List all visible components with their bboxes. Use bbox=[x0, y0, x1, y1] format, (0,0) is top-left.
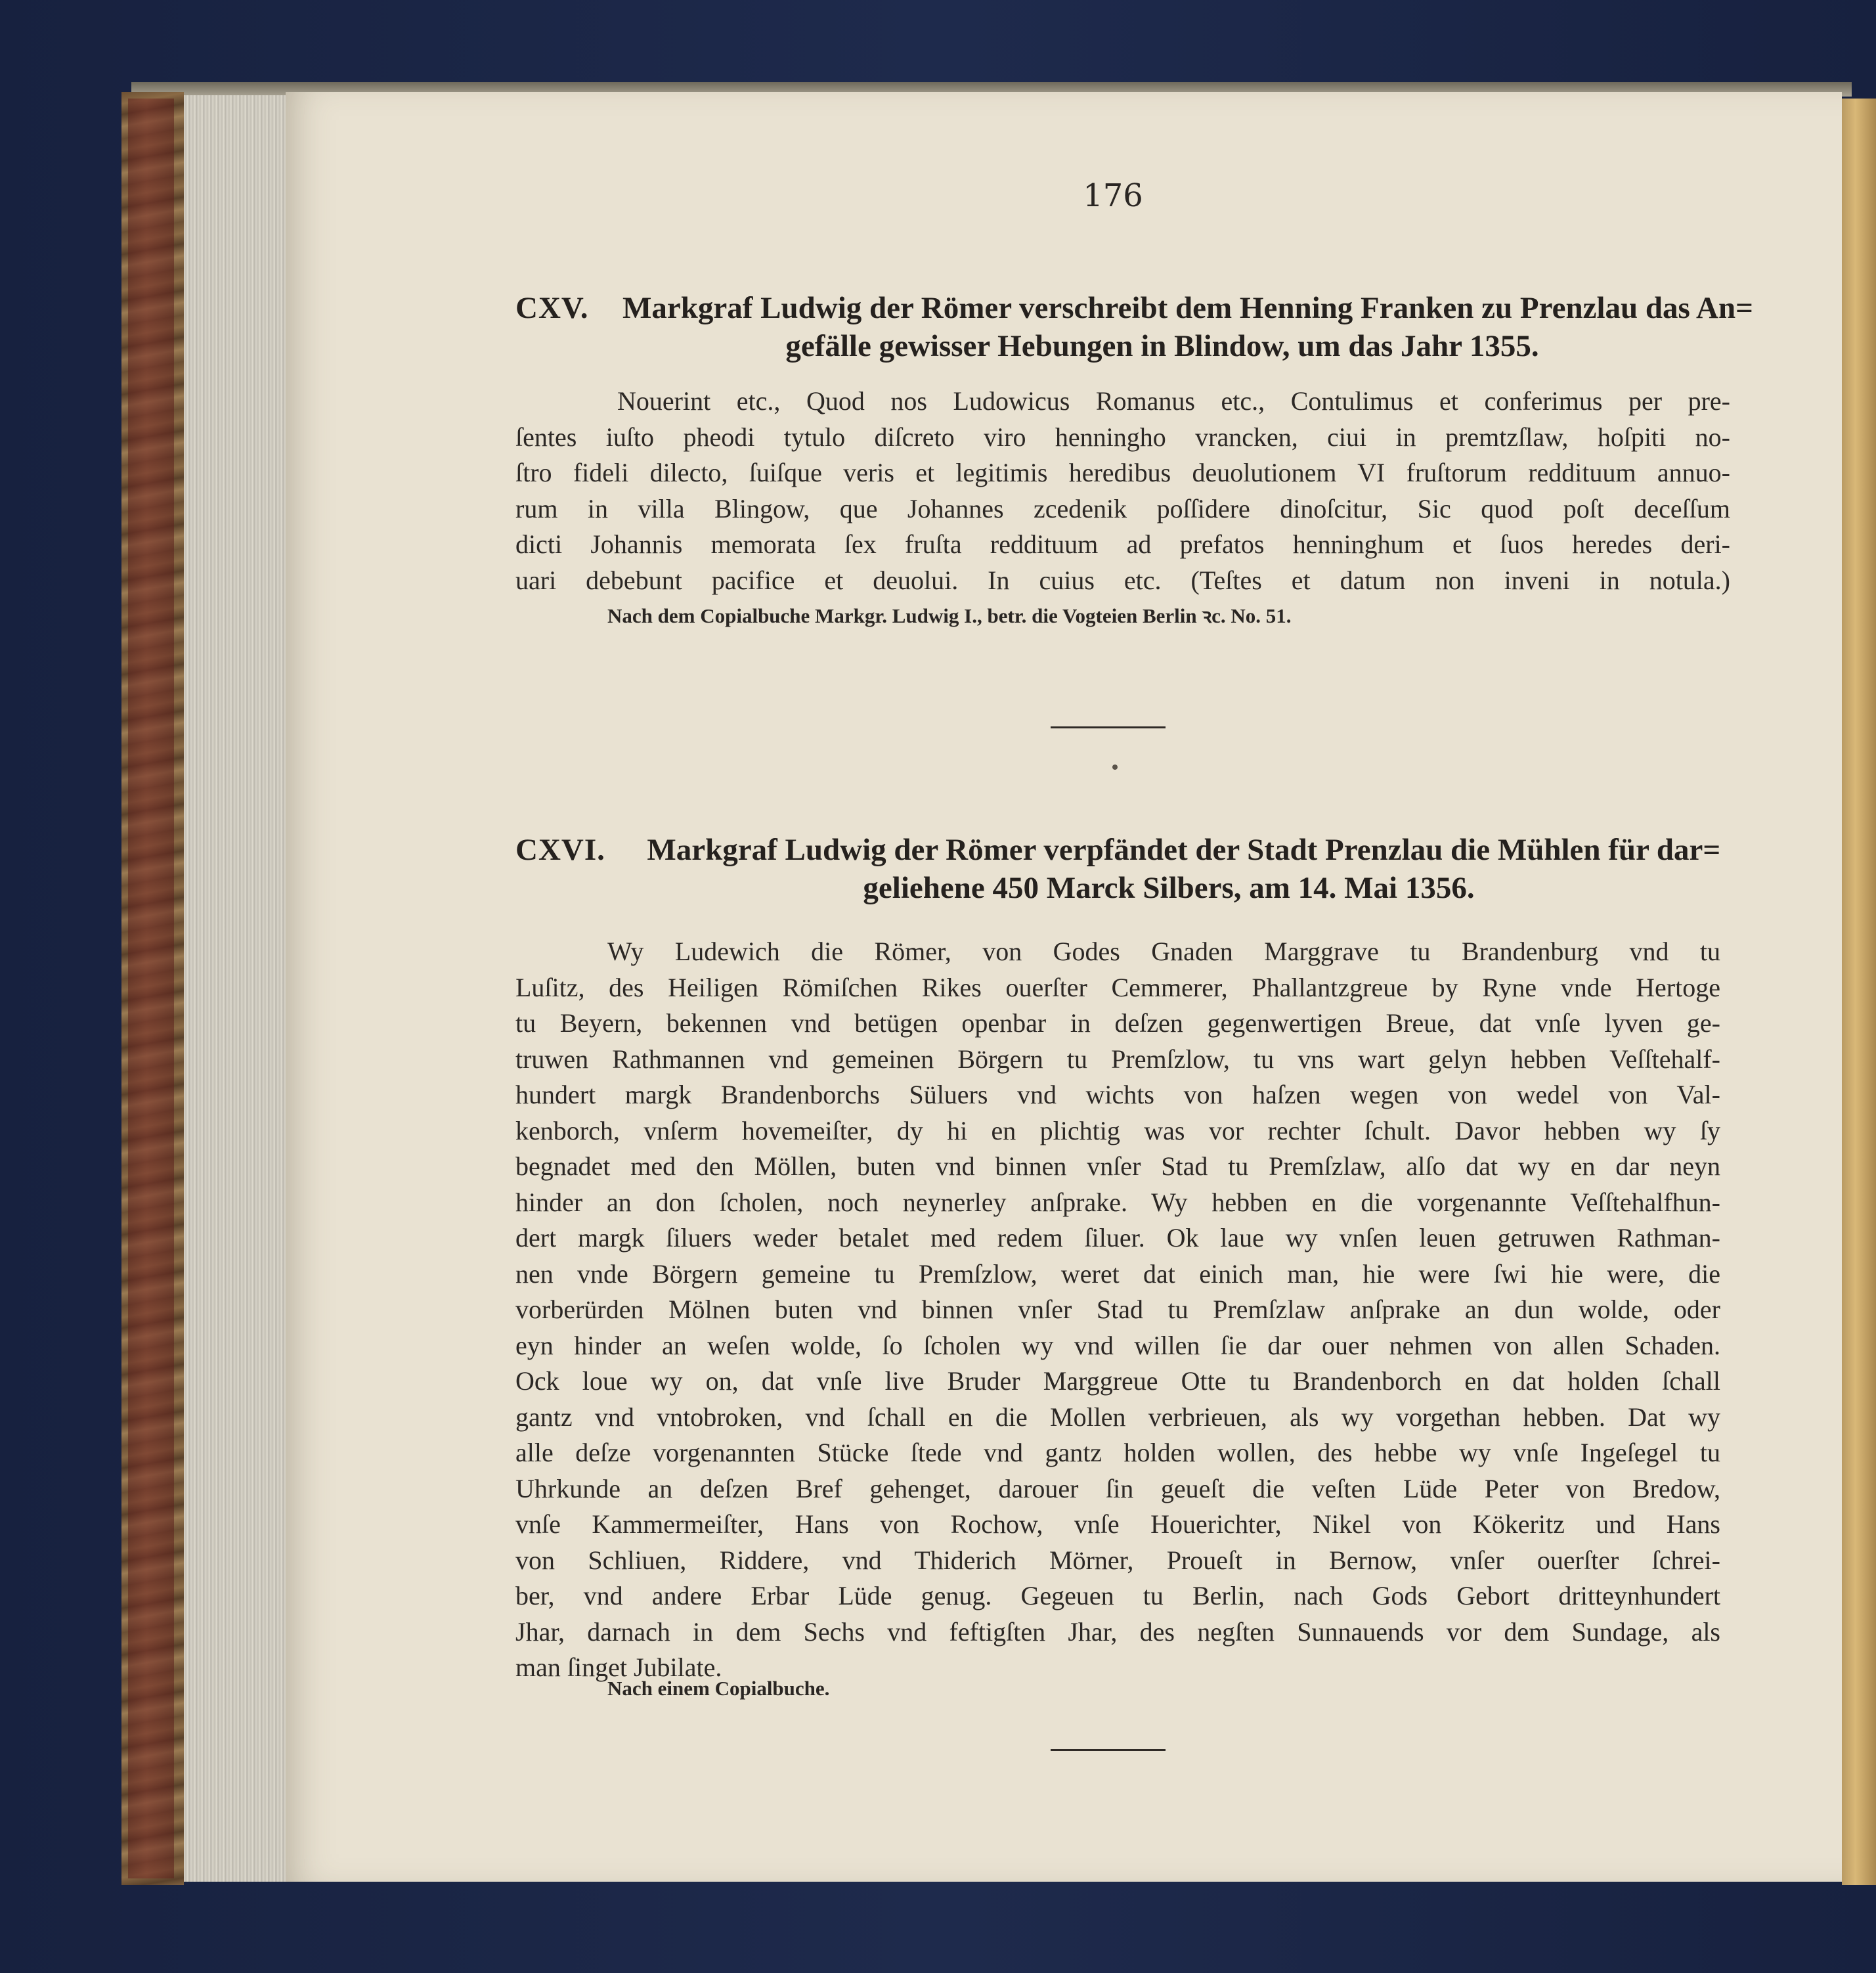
body-line: man ſinget Jubilate. bbox=[515, 1652, 722, 1682]
section-number: CXV. bbox=[515, 291, 589, 325]
body-line: truwen Rathmannen vnd gemeinen Börgern tu Premſzlow, tu vns wart gelyn hebben Veſſtehalf- bbox=[515, 1044, 1720, 1074]
section-heading-cxv bbox=[515, 289, 1753, 365]
body-line: ſentes iuſto pheodi tytulo diſcreto viro henningho vrancken, ciui in premtzſlaw, hoſpiti no- bbox=[515, 422, 1730, 452]
body-line: dicti Johannis memorata ſex fruſta reddituum ad prefatos henninghum et ſuos heredes deri- bbox=[515, 529, 1730, 559]
body-line: gantz vnd vntobroken, vnd ſchall en die Mollen verbrieuen, als wy vorgethan hebben. Dat wy bbox=[515, 1402, 1720, 1432]
body-line: tu Beyern, bekennen vnd betügen openbar in deſzen gegenwertigen Breue, dat vnſe lyven ge- bbox=[515, 1008, 1720, 1038]
body-line: begnadet med den Möllen, buten vnd binnen vnſer Stad tu Premſzlaw, alſo dat wy en dar neyn bbox=[515, 1151, 1720, 1181]
body-line: von Schliuen, Riddere, vnd Thiderich Mörner, Proueſt in Bernow, vnſer ouerſter ſchrei- bbox=[515, 1545, 1720, 1575]
heading-text: Markgraf Ludwig der Römer verschreibt dem Henning Franken zu Prenzlau das An= bbox=[622, 291, 1753, 325]
body-line: hinder an don ſcholen, noch neynerley anſprake. Wy hebben en die vorgenannte Veſſtehalfhun- bbox=[515, 1187, 1720, 1217]
body-line: Nouerint etc., Quod nos Ludowicus Romanus etc., Contulimus et conferimus per pre- bbox=[617, 386, 1730, 416]
heading-line-1 bbox=[515, 831, 1730, 869]
body-line: nen vnde Börgern gemeine tu Premſzlow, weret dat einich man, hie were ſwi hie were, die bbox=[515, 1258, 1720, 1289]
section-body-cxvi bbox=[515, 934, 1720, 1686]
body-line: ſtro fideli dilecto, ſuiſque veris et legitimis heredibus deuolutionem VI fruſtorum reddituum annuo- bbox=[515, 458, 1730, 487]
end-divider bbox=[1051, 1749, 1166, 1751]
body-line: Wy Ludewich die Römer, von Godes Gnaden Marggrave tu Brandenburg vnd tu bbox=[607, 937, 1720, 966]
body-line: kenborch, vnſerm hovemeiſter, dy hi en plichtig was vor rechter ſchult. Davor hebben wy ſy bbox=[515, 1115, 1720, 1145]
leather-spine bbox=[128, 99, 174, 1878]
section-heading-cxvi bbox=[515, 831, 1730, 907]
heading-line-2: geliehene 450 Marck Silbers, am 14. Mai 1356. bbox=[863, 871, 1475, 905]
heading-text: Markgraf Ludwig der Römer verpfändet der Stadt Prenzlau die Mühlen für dar= bbox=[647, 833, 1721, 867]
body-line: ber, vnd andere Erbar Lüde genug. Gegeuen tu Berlin, nach Gods Gebort dritteynhundert bbox=[515, 1581, 1720, 1610]
heading-line-2: gefälle gewisser Hebungen in Blindow, um das Jahr 1355. bbox=[785, 329, 1539, 363]
body-line: hundert margk Brandenborchs Süluers vnd wichts von haſzen wegen von wedel von Val- bbox=[515, 1080, 1720, 1109]
body-line: rum in villa Blingow, que Johannes zcedenik poſſidere dinoſcitur, Sic quod poſt deceſſum bbox=[515, 493, 1730, 523]
page-speck bbox=[1112, 765, 1118, 770]
section-body-cxv bbox=[515, 384, 1730, 598]
facing-page-edge bbox=[1842, 99, 1876, 1885]
source-note-cxv: Nach dem Copialbuche Markgr. Ludwig I., betr. die Vogteien Berlin ꝛc. No. 51. bbox=[607, 604, 1292, 627]
body-line: alle deſze vorgenannten Stücke ſtede vnd gantz holden wollen, des hebbe wy vnſe Ingeſegel tu bbox=[515, 1438, 1720, 1467]
body-line: Jhar, darnach in dem Sechs vnd feftigſten Jhar, des negſten Sunnauends vor dem Sundage, als bbox=[515, 1616, 1720, 1647]
body-line: Luſitz, des Heiligen Römiſchen Rikes ouerſter Cemmerer, Phallantzgreue by Ryne vnde Hertoge bbox=[515, 972, 1720, 1002]
page-edges bbox=[184, 95, 286, 1882]
section-divider bbox=[1051, 726, 1166, 728]
source-note-cxvi: Nach einem Copialbuche. bbox=[607, 1677, 830, 1700]
body-line: uari debebunt pacifice et deuolui. In cuius etc. (Teſtes et datum non inveni in notula.) bbox=[515, 565, 1730, 595]
heading-line-1 bbox=[515, 289, 1753, 327]
section-number: CXVI. bbox=[515, 833, 605, 867]
body-line: dert margk ſiluers weder betalet med redem ſiluer. Ok laue wy vnſen leuen getruwen Rathman- bbox=[515, 1223, 1720, 1253]
body-line: Ock loue wy on, dat vnſe live Bruder Marggreue Otte tu Brandenborch en dat holden ſchall bbox=[515, 1366, 1720, 1396]
body-line: eyn hinder an weſen wolde, ſo ſcholen wy vnd willen ſie dar ouer nehmen von allen Schaden. bbox=[515, 1330, 1720, 1360]
body-line: vnſe Kammermeiſter, Hans von Rochow, vnſe Houerichter, Nikel von Kökeritz und Hans bbox=[515, 1509, 1720, 1539]
body-line: Uhrkunde an deſzen Bref gehenget, darouer ſin geueſt die veſten Lüde Peter von Bredow, bbox=[515, 1473, 1720, 1503]
page-number: 176 bbox=[1083, 177, 1143, 214]
body-line: vorberürden Mölnen buten vnd binnen vnſer Stad tu Premſzlaw anſprake an dun wolde, oder bbox=[515, 1295, 1720, 1324]
